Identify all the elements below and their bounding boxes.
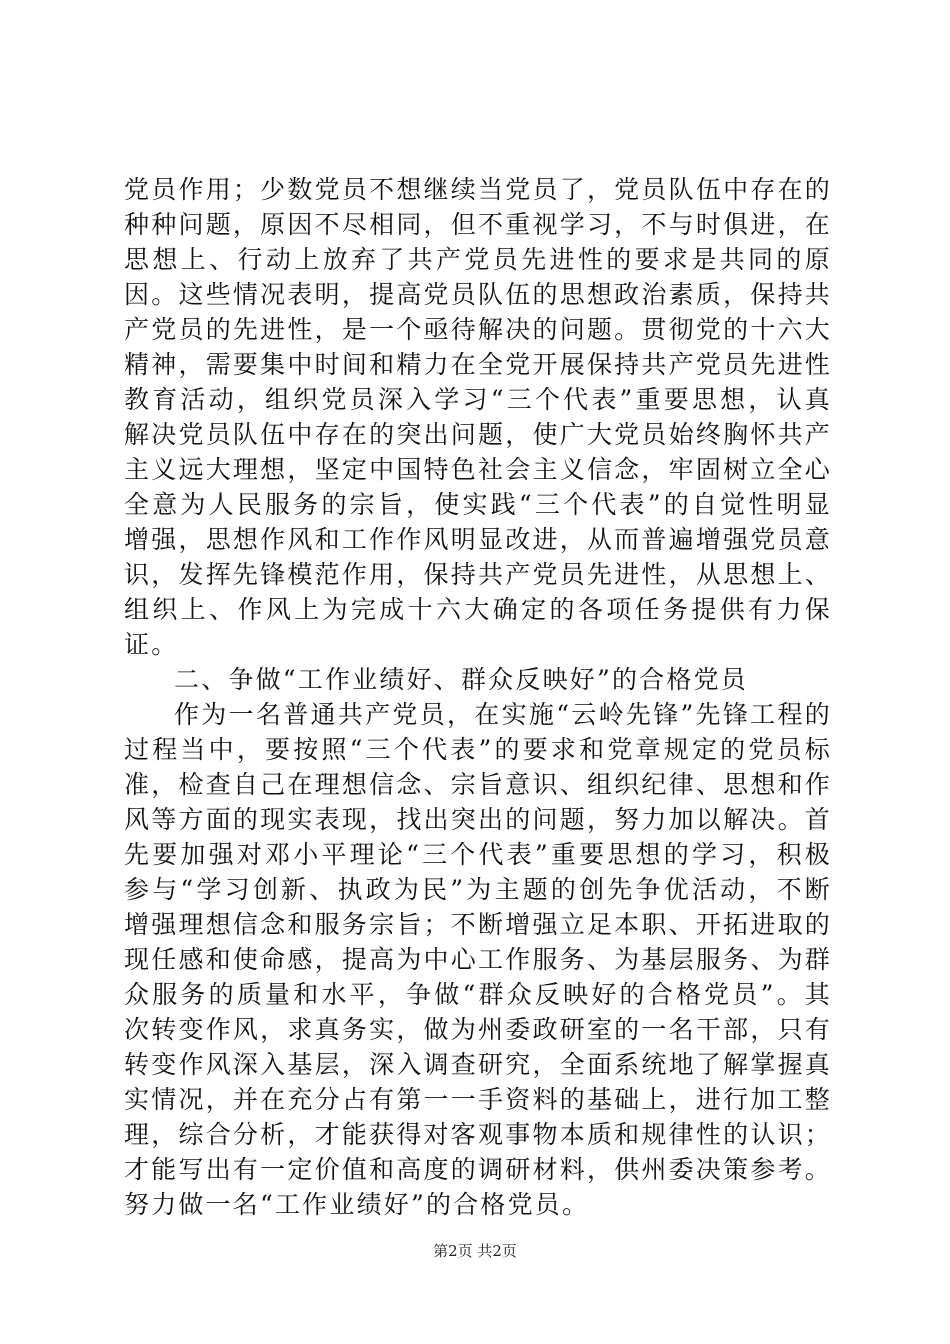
- body-paragraph: 党员作用；少数党员不想继续当党员了，党员队伍中存在的种种问题，原因不尽相同，但不重视学习，不与时俱进，在思想上、行动上放弃了共产党员先进性的要求是共同的原因。这些情况表明，提高党员队伍的思想政治素质，保持共产党员的先进性，是一个亟待解决的问题。贯彻党的十六大精神，需要集中时间和精力在全党开展保持共产党员先进性教育活动，组织党员深入学习“三个代表”重要思想，认真解决党员队伍中存在的突出问题，使广大党员始终胸怀共产主义远大理想，坚定中国特色社会主义信念，牢固树立全心全意为人民服务的宗旨，使实践“三个代表”的自觉性明显增强，思想作风和工作作风明显改进，从而普遍增强党员意识，发挥先锋模范作用，保持共产党员先进性，从思想上、组织上、作风上为完成十六大确定的各项任务提供有力保证。: [124, 175, 832, 659]
- document-body: [124, 172, 832, 1222]
- section-heading: 二、争做“工作业绩好、群众反映好”的合格党员: [174, 665, 748, 694]
- page-number-footer: 第2页 共2页: [433, 1242, 517, 1260]
- body-paragraph: 作为一名普通共产党员，在实施“云岭先锋”先锋工程的过程当中，要按照“三个代表”的要求和党章规定的党员标准，检查自己在理想信念、宗旨意识、组织纪律、思想和作风等方面的现实表现，找出突出的问题，努力加以解决。首先要加强对邓小平理论“三个代表”重要思想的学习，积极参与“学习创新、执政为民”为主题的创先争优活动，不断增强理想信念和服务宗旨；不断增强立足本职、开拓进取的现任感和使命感，提高为中心工作服务、为基层服务、为群众服务的质量和水平，争做“群众反映好的合格党员”。其次转变作风，求真务实，做为州委政研室的一名干部，只有转变作风深入基层，深入调查研究，全面系统地了解掌握真实情况，并在充分占有第一一手资料的基础上，进行加工整理，综合分析，才能获得对客观事物本质和规律性的认识；才能写出有一定价值和高度的调研材料，供州委决策参考。努力做一名“工作业绩好”的合格党员。: [124, 700, 832, 1219]
